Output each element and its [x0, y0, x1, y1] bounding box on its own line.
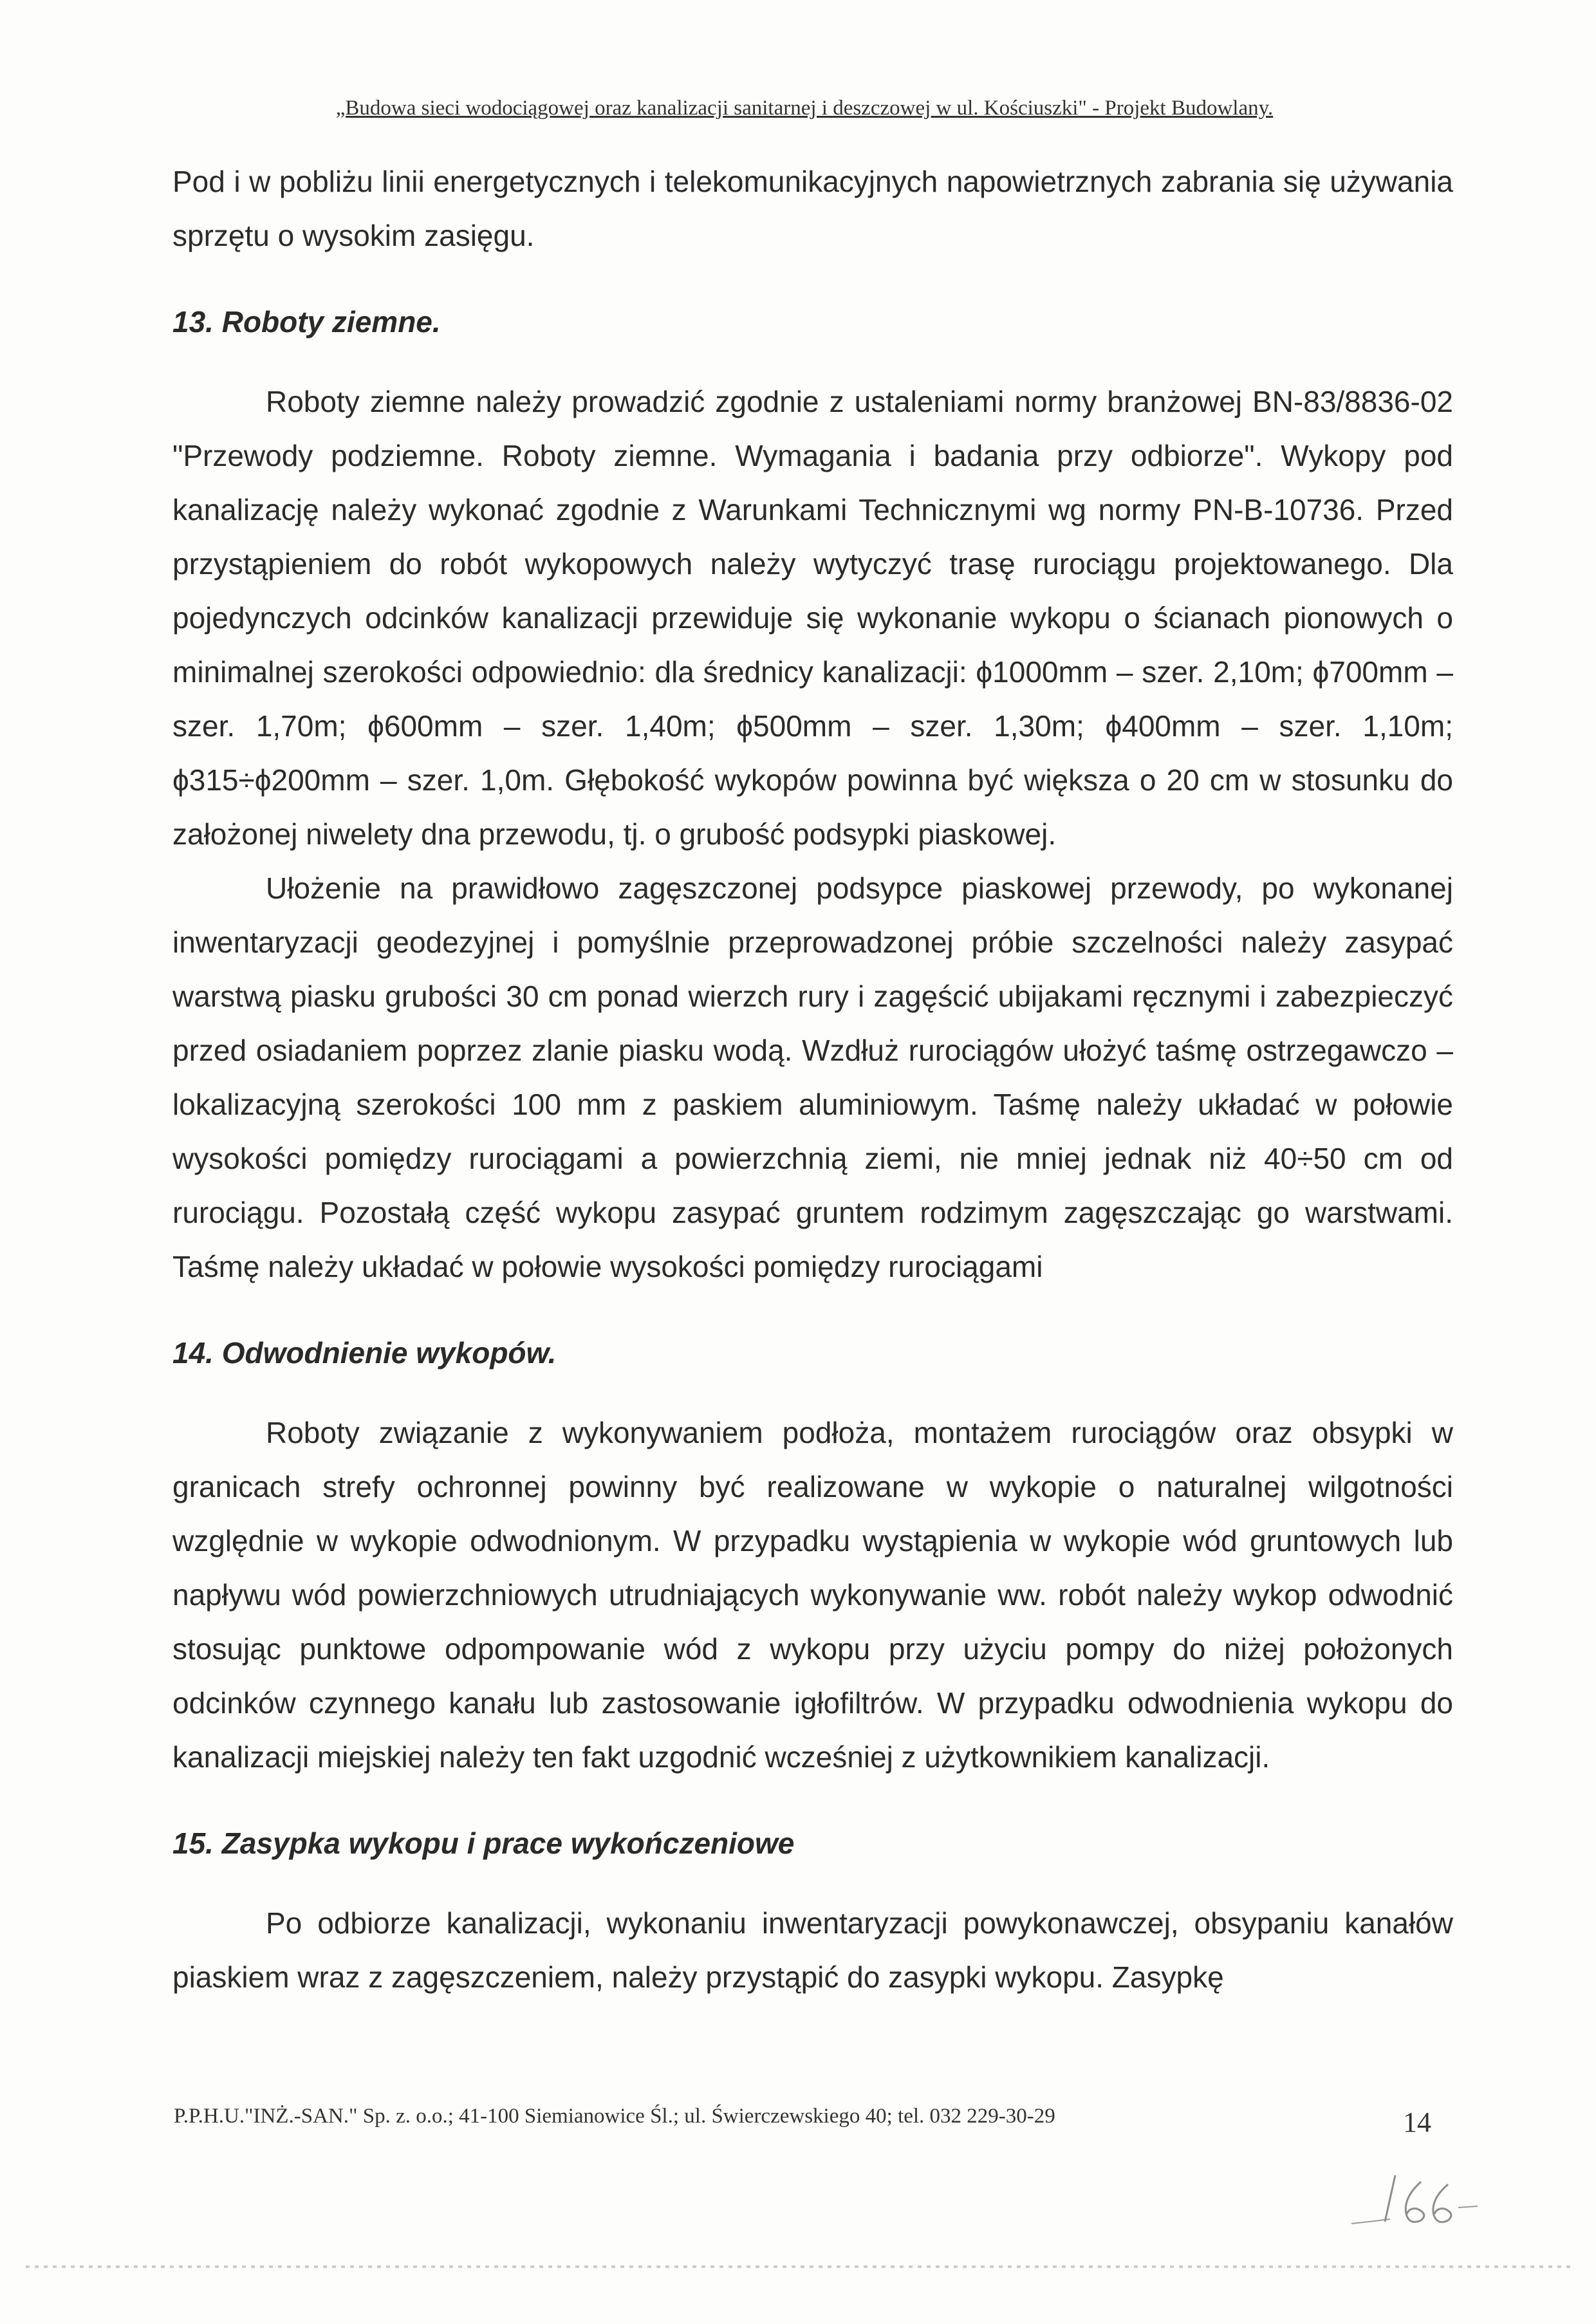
section-title-13: 13. Roboty ziemne. [172, 305, 441, 339]
section-14-paragraph-1: Roboty związanie z wykonywaniem podłoża, montażem rurociągów oraz obsypki w granicach strefy ochronnej powinny być realizowane w wykopie o naturalnej wilgotności względnie w wykopie odwodnionym. W przypadku wystąpienia w wykopie wód gruntowych lub napływu wód powierzchniowych utrudniających wykonywanie ww. robót należy wykop odwodnić stosując punktowe odpompowanie wód z wykopu przy użyciu pompy do niżej położonych odcinków czynnego kanału lub zastosowanie igłofiltrów. W przypadku odwodnienia wykopu do kanalizacji miejskiej należy ten fakt uzgodnić wcześniej z użytkownikiem kanalizacji. [172, 1416, 1453, 1774]
section-title-15: 15. Zasypka wykopu i prace wykończeniowe [172, 1827, 795, 1860]
section-15-paragraph-1: Po odbiorze kanalizacji, wykonaniu inwentaryzacji powykonawczej, obsypaniu kanałów piaskiem wraz z zagęszczeniem, należy przystąpić do zasypki wykopu. Zasypkę [172, 1906, 1453, 1994]
section-13-paragraph-1: Roboty ziemne należy prowadzić zgodnie z ustaleniami normy branżowej BN-83/8836-02 "Przewody podziemne. Roboty ziemne. Wymagania i badania przy odbiorze". Wykopy pod kanalizację należy wykonać zgodnie z Warunkami Technicznymi wg normy PN-B-10736. Przed przystąpieniem do robót wykopowych należy wytyczyć trasę rurociągu projektowanego. Dla pojedynczych odcinków kanalizacji przewiduje się wykonanie wykopu o ścianach pionowych o minimalnej szerokości odpowiednio: dla średnicy kanalizacji: ϕ1000mm – szer. 2,10m; ϕ700mm – szer. 1,70m; ϕ600mm – szer. 1,40m; ϕ500mm – szer. 1,30m; ϕ400mm – szer. 1,10m; ϕ315÷ϕ200mm – szer. 1,0m. Głębokość wykopów powinna być większa o 20 cm w stosunku do założonej niwelety dna przewodu, tj. o grubość podsypki piaskowej. [172, 385, 1453, 851]
page-number: 14 [1403, 2106, 1431, 2138]
scan-artifact-line [26, 2265, 1570, 2268]
document-header: „Budowa sieci wodociągowej oraz kanalizacji sanitarnej i deszczowej w ul. Kościuszki" - Projekt Budowlany. [335, 97, 1274, 120]
section-13-paragraph-2: Ułożenie na prawidłowo zagęszczonej podsypce piaskowej przewody, po wykonanej inwentaryzacji geodezyjnej i pomyślnie przeprowadzonej próbie szczelności należy zasypać warstwą piasku grubości 30 cm ponad wierzch rury i zagęścić ubijakami ręcznymi i zabezpieczyć przed osiadaniem poprzez zlanie piasku wodą. Wzdłuż rurociągów ułożyć taśmę ostrzegawczo – lokalizacyjną szerokości 100 mm z paskiem aluminiowym. Taśmę należy układać w połowie wysokości pomiędzy rurociągami a powierzchnią ziemi, nie mniej jednak niż 40÷50 cm od rurociągu. Pozostałą część wykopu zasypać gruntem rodzimym zagęszczając go warstwami. Taśmę należy układać w połowie wysokości pomiędzy rurociągami [172, 871, 1453, 1283]
document-body [172, 154, 1453, 2004]
handwritten-page-number [1345, 2162, 1487, 2233]
document-footer: P.P.H.U."INŻ.-SAN." Sp. z. o.o.; 41-100 Siemianowice Śl.; ul. Świerczewskiego 40; tel. 032 229-30-29 [174, 2105, 1055, 2128]
intro-paragraph: Pod i w pobliżu linii energetycznych i telekomunikacyjnych napowietrznych zabrania się używania sprzętu o wysokim zasięgu. [172, 165, 1453, 252]
section-title-14: 14. Odwodnienie wykopów. [172, 1336, 557, 1370]
